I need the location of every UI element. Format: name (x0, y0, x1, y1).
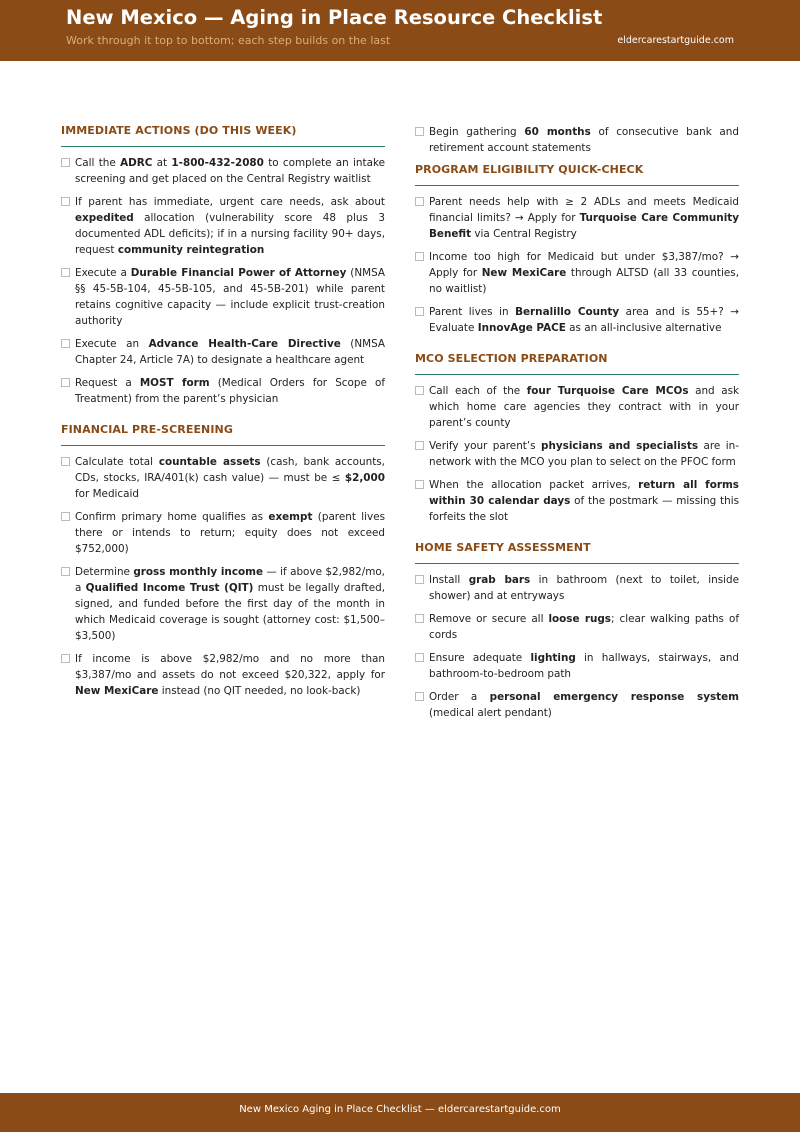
item-text: Call the (75, 157, 121, 169)
checkbox-icon[interactable] (415, 480, 424, 489)
checklist-items (61, 155, 385, 407)
item-text-bold: four Turquoise Care MCOs (526, 385, 689, 397)
item-text-bold: Advance Health-Care Directive (148, 338, 341, 350)
item-text: at (152, 157, 172, 169)
item-text: and ask which home care agencies they contract with in your parent’s county (429, 385, 739, 429)
checklist-item (415, 689, 739, 721)
item-text-bold: grab bars (468, 574, 531, 586)
item-text-bold: Bernalillo County (515, 306, 620, 318)
checkbox-icon[interactable] (415, 575, 424, 584)
checklist-item (61, 454, 385, 502)
item-text: Order a (429, 691, 490, 703)
item-text-bold: $2,000 (344, 472, 385, 484)
checkbox-icon[interactable] (415, 441, 424, 450)
checklist-item (61, 194, 385, 258)
item-text-bold: Durable Financial Power of Attorney (130, 267, 347, 279)
checklist-item (61, 155, 385, 187)
checkbox-icon[interactable] (415, 653, 424, 662)
item-text-bold: gross monthly income (133, 566, 263, 578)
item-text-bold: physicians and specialists (541, 440, 699, 452)
item-text-bold: return all forms within 30 calendar days (429, 479, 739, 507)
item-text: in hallways, stairways, and bathroom-to-bedroom path (429, 652, 739, 680)
item-text: Execute a (75, 267, 131, 279)
item-text: of consecutive bank and retirement account statements (429, 126, 739, 154)
section-title: FINANCIAL PRE-SCREENING (61, 423, 385, 446)
page-footer (0, 1093, 800, 1132)
item-text: When the allocation packet arrives, (429, 479, 639, 491)
item-text: Confirm primary home qualifies as (75, 511, 269, 523)
checkbox-icon[interactable] (61, 378, 70, 387)
page-subtitle: Work through it top to bottom; each step builds on the last (66, 34, 391, 47)
checklist-item (415, 383, 739, 431)
item-text: allocation (vulnerability score 48 plus 3 documented ADL deficits); if in a nursing facility 90+ days, request (75, 212, 385, 256)
item-text: (Medical Orders for Scope of Treatment) from the parent’s physician (75, 377, 385, 405)
checkbox-icon[interactable] (61, 158, 70, 167)
item-text-bold: MOST form (139, 377, 210, 389)
checklist-section (61, 124, 385, 407)
section-title: HOME SAFETY ASSESSMENT (415, 541, 739, 564)
item-text: Call each of the (429, 385, 527, 397)
section-title: MCO SELECTION PREPARATION (415, 352, 739, 375)
item-text-bold: InnovAge PACE (477, 322, 566, 334)
item-text-bold: expedited (75, 212, 134, 224)
checklist-item (61, 336, 385, 368)
checkbox-icon[interactable] (61, 567, 70, 576)
item-text: (cash, bank accounts, CDs, stocks, IRA/401(k) cash value) — must be ≤ (75, 456, 385, 484)
item-text: Install (429, 574, 469, 586)
item-text-bold: exempt (268, 511, 313, 523)
item-text: Parent needs help with ≥ 2 ADLs and meets Medicaid financial limits? → Apply for (429, 196, 739, 224)
item-text-bold: 60 months (524, 126, 591, 138)
page-title: New Mexico — Aging in Place Resource Checklist (66, 6, 603, 29)
item-text: of the postmark — missing this forfeits the slot (429, 495, 740, 523)
item-text: If income is above $2,982/mo and no more than $3,387/mo and assets do not exceed $20,322, apply for (75, 653, 385, 681)
item-text: Verify your parent’s (429, 440, 542, 452)
checklist-item (415, 572, 739, 604)
checkbox-icon[interactable] (415, 127, 424, 136)
item-text: must be legally drafted, signed, and funded before the first day of the month in which Medicaid coverage is sought (attorney cost: $1,500–$3,500) (75, 582, 386, 642)
page-header (0, 0, 800, 61)
item-text: are in-network with the MCO you plan to select on the PFOC form (429, 440, 739, 468)
item-text: area and is 55+? → Evaluate (429, 306, 740, 334)
checklist-items (415, 383, 739, 525)
item-text-bold: ADRC (120, 157, 153, 169)
item-text: If parent has immediate, urgent care needs, ask about (75, 196, 385, 208)
checkbox-icon[interactable] (415, 386, 424, 395)
item-text: Ensure adequate (429, 652, 531, 664)
item-text: Execute an (75, 338, 149, 350)
item-text: to complete an intake screening and get placed on the Central Registry waitlist (75, 157, 385, 185)
item-text-bold: personal emergency response system (489, 691, 739, 703)
right-column (415, 124, 739, 737)
checklist-item (415, 438, 739, 470)
item-text-bold: loose rugs (548, 613, 611, 625)
item-text: (NMSA §§ 45-5B-104, 45-5B-105, and 45-5B-201) while parent retains cognitive capacity — include explicit trust-creation authority (75, 267, 385, 327)
checklist-item (61, 651, 385, 699)
item-text-bold: Turquoise Care Community Benefit (429, 212, 739, 240)
checklist-section (415, 163, 739, 336)
checklist-item (61, 509, 385, 557)
checkbox-icon[interactable] (61, 654, 70, 663)
item-text: — if above $2,982/mo, a (75, 566, 385, 594)
checkbox-icon[interactable] (415, 614, 424, 623)
item-text: Income too high for Medicaid but under $3,387/mo? → Apply for (429, 251, 739, 279)
item-text-bold: New MexiCare (75, 685, 159, 697)
checklist-item (61, 564, 385, 644)
checklist-items (415, 194, 739, 336)
checklist-item (415, 304, 739, 336)
item-text: (parent lives there or intends to return; equity does not exceed $752,000) (75, 511, 386, 555)
item-text: as an all-inclusive alternative (565, 322, 722, 334)
checklist-item (415, 124, 739, 156)
checkbox-icon[interactable] (61, 197, 70, 206)
item-text: in bathroom (next to toilet, inside shower) and at entryways (429, 574, 740, 602)
checkbox-icon[interactable] (61, 339, 70, 348)
item-text-bold: community reintegration (117, 244, 265, 256)
item-text: for Medicaid (75, 488, 139, 500)
checkbox-icon[interactable] (415, 252, 424, 261)
checklist-items (415, 572, 739, 721)
checkbox-icon[interactable] (61, 512, 70, 521)
item-text: instead (no QIT needed, no look-back) (158, 685, 361, 697)
item-text-bold: Qualified Income Trust (QIT) (85, 582, 254, 594)
section-title: IMMEDIATE ACTIONS (DO THIS WEEK) (61, 124, 385, 147)
item-text: Parent lives in (429, 306, 516, 318)
header-site-link[interactable]: eldercarestartguide.com (617, 35, 734, 46)
checklist-item (415, 194, 739, 242)
checklist-item (415, 249, 739, 297)
item-text: Calculate total (75, 456, 159, 468)
checklist-item (415, 477, 739, 525)
checklist-section (415, 352, 739, 525)
section-title: PROGRAM ELIGIBILITY QUICK-CHECK (415, 163, 739, 186)
item-text: through ALTSD (all 33 counties, no waitlist) (429, 267, 739, 295)
checklist-items (61, 454, 385, 699)
checklist-item (61, 265, 385, 329)
item-text-bold: New MexiCare (481, 267, 567, 279)
item-text: (NMSA Chapter 24, Article 7A) to designate a healthcare agent (75, 338, 385, 366)
checklist-item (61, 375, 385, 407)
footer-text: New Mexico Aging in Place Checklist — eldercarestartguide.com (239, 1104, 561, 1115)
item-text-bold: countable assets (158, 456, 261, 468)
item-text: Remove or secure all (429, 613, 549, 625)
item-text: via Central Registry (471, 228, 577, 240)
item-text: Begin gathering (429, 126, 525, 138)
item-text-bold: 1-800-432-2080 (171, 157, 264, 169)
checkbox-icon[interactable] (61, 268, 70, 277)
checklist-item (415, 650, 739, 682)
checkbox-icon[interactable] (415, 307, 424, 316)
checkbox-icon[interactable] (61, 457, 70, 466)
item-text: (medical alert pendant) (429, 707, 552, 719)
item-text: ; clear walking paths of cords (429, 613, 739, 641)
checklist-section (415, 541, 739, 721)
checklist-section (61, 423, 385, 699)
left-column (61, 124, 385, 715)
item-text-bold: lighting (530, 652, 576, 664)
lead-item-list (415, 124, 739, 156)
checkbox-icon[interactable] (415, 197, 424, 206)
checkbox-icon[interactable] (415, 692, 424, 701)
item-text: Determine (75, 566, 134, 578)
item-text: Request a (75, 377, 140, 389)
checklist-item (415, 611, 739, 643)
